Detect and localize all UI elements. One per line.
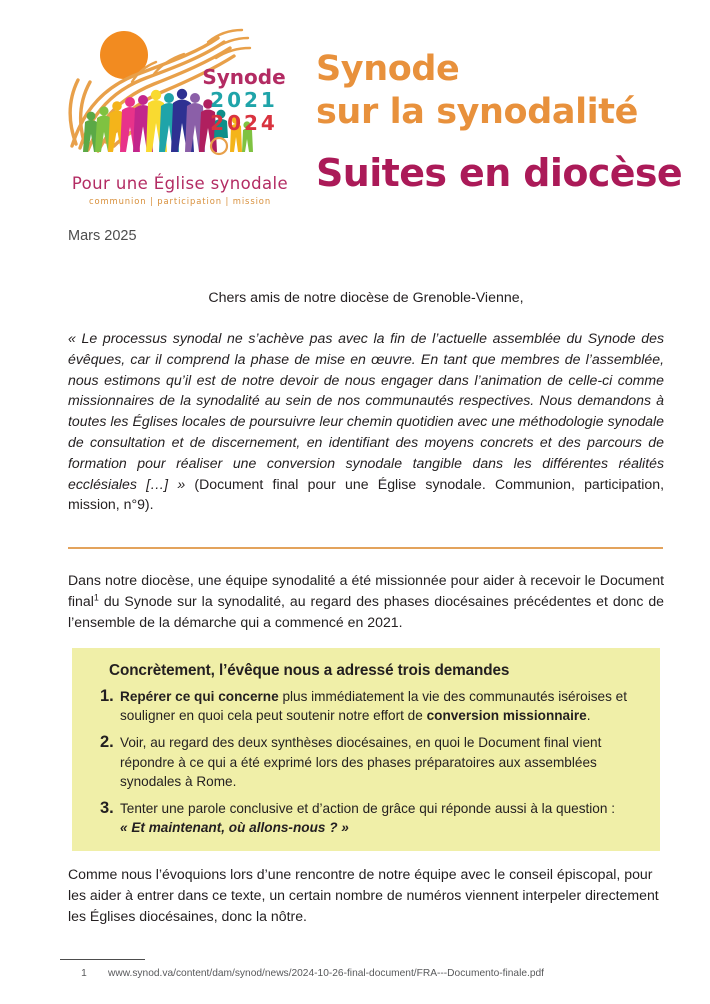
title-line-2: sur la synodalité (316, 91, 638, 132)
logo-tagline (64, 174, 296, 206)
intro-text-after-footnote: du Synode sur la synodalité, au regard des phases diocésaines précédentes et donc de l’ensemble de la démarche qui a commencé en 2021. (68, 593, 664, 630)
demand-item-3 (100, 799, 638, 837)
intro-text-before-footnote: Dans notre diocèse, une équipe synodalité a été missionnée pour aider à recevoir le Document final (68, 572, 664, 609)
demand-text-2: Voir, au regard des deux synthèses diocésaines, en quoi le Document final vient répondre à ce qui a été exprimé lors des phases préparatoires aux assemblées synodales à Rome. (120, 735, 602, 789)
demand-3-quote: « Et maintenant, où allons-nous ? » (120, 820, 349, 836)
footnote-url: www.synod.va/content/dam/synod/news/2024-10-26-final-document/FRA---Documento-finale.pdf (108, 968, 545, 979)
demand-number-2: 2. (100, 733, 114, 752)
demand-text-1 (120, 687, 638, 725)
demand-3-text-1: Tenter une parole conclusive et d’action de grâce qui réponde aussi à la question : (120, 801, 615, 817)
demand-item-2 (100, 733, 638, 791)
demand-1-bold-1: Repérer ce qui concerne (120, 689, 279, 704)
synod-logo (58, 22, 298, 217)
logo-badge-year-2: 2024 (210, 111, 278, 135)
title-line-1: Synode (316, 49, 460, 89)
logo-badge-year-1: 2021 (210, 88, 278, 112)
demand-1-text-2: . (586, 708, 591, 724)
demand-number-3: 3. (100, 799, 114, 818)
document-header (0, 0, 710, 225)
footnote-marker: 1 (93, 592, 99, 603)
quote-source: (Document final pour une Église synodale. Communion, participation, mission, n°9). (68, 475, 664, 513)
demand-text-3 (120, 799, 638, 837)
demand-1-text-1: plus immédiatement la vie des communautés iséroises et souligner en quoi cela peut soutenir notre effort de (120, 689, 627, 724)
demands-highlight-box (72, 648, 660, 851)
demands-box-title: Concrètement, l’évêque nous a adressé trois demandes (109, 662, 510, 679)
demand-1-bold-2: conversion missionnaire (426, 708, 587, 724)
subtitle-suites-en-diocese: Suites en diocèse (316, 151, 683, 196)
footnote-block (60, 968, 680, 979)
demand-item-1 (100, 687, 638, 725)
title-synode (316, 48, 696, 133)
closing-paragraph: Comme nous l’évoquions lors d’une rencontre de notre équipe avec le conseil épiscopal, pour les aider à entrer dans ce texte, un certain nombre de numéros viennent interpeler directement les Églises diocésaines, donc la nôtre. (68, 866, 659, 924)
intro-paragraph (68, 570, 664, 633)
logo-badge-word: Synode (202, 65, 286, 89)
logo-tagline-sub: communion | participation | mission (88, 196, 272, 206)
quote-block (68, 328, 664, 515)
orange-divider (68, 547, 663, 549)
footnote-number: 1 (81, 968, 87, 979)
logo-tagline-main: Pour une Église synodale (71, 174, 289, 193)
page-title (316, 48, 696, 195)
demand-number-1: 1. (100, 687, 114, 705)
quote-italic-text: « Le processus synodal ne s’achève pas avec la fin de l’actuelle assemblée du Synode des évêques, car il comprend la phase de mise en œuvre. En tant que membres de l’assemblée, nous estimons qu’il est de notre devoir de nous engager dans l’animation de celle-ci comme missionnaires de la synodalité au sein de nos communautés respectives. Nous demandons à toutes les Églises locales de poursuivre leur chemin quotidien avec une méthodologie synodale de consultation et de discernement, en identifiant des moyens concrets et des parcours de formation pour réaliser une conversion synodale tangible dans les différentes réalités ecclésiales […] » (68, 330, 664, 492)
synod-logo-artwork (58, 22, 298, 174)
document-date: Mars 2025 (68, 228, 137, 244)
greeting-line: Chers amis de notre diocèse de Grenoble-Vienne, (208, 290, 524, 306)
footnote-divider (60, 959, 145, 960)
